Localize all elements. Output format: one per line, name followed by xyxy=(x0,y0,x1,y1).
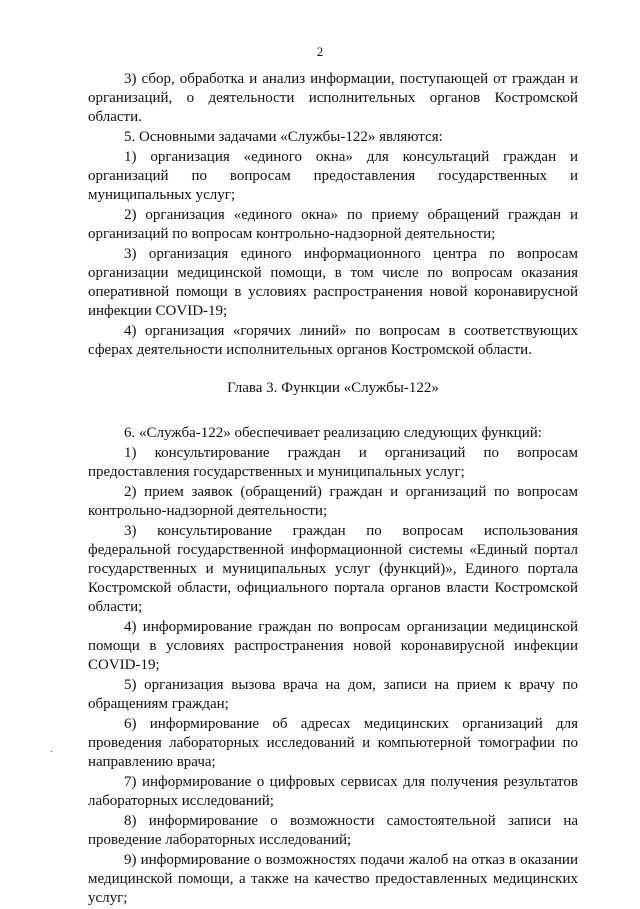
paragraph: 6) информирование об адресах медицинских организаций для проведения лабораторных исследований и компьютерной томографии по направлению врача; xyxy=(88,716,578,770)
paragraph: 2) прием заявок (обращений) граждан и организаций по вопросам контрольно-надзорной деятельности; xyxy=(88,484,578,519)
scan-speck: · xyxy=(50,747,54,758)
document-body xyxy=(88,70,578,909)
paragraph: 1) организация «единого окна» для консультаций граждан и организаций по вопросам предоставления государственных и муниципальных услуг; xyxy=(88,149,578,203)
paragraph: 5) организация вызова врача на дом, записи на прием к врачу по обращениям граждан; xyxy=(88,677,578,712)
paragraph: 3) организация единого информационного центра по вопросам организации медицинской помощи, в том числе по вопросам оказания оперативной помощи в условиях распространения новой коронавирусной инфекции COVID-19; xyxy=(88,246,578,319)
paragraph: 3) консультирование граждан по вопросам использования федеральной государственной информационной системы «Единый портал государственных и муниципальных услуг (функций)», Единого портала Костромской области, официального портала органов власти Костромской области; xyxy=(88,523,578,615)
paragraph: 4) организация «горячих линий» по вопросам в соответствующих сферах деятельности исполнительных органов Костромской области. xyxy=(88,323,578,358)
paragraph: 4) информирование граждан по вопросам организации медицинской помощи в условиях распространения новой коронавирусной инфекции COVID-19; xyxy=(88,619,578,673)
paragraph: 1) консультирование граждан и организаций по вопросам предоставления государственных и муниципальных услуг; xyxy=(88,445,578,480)
paragraph: 2) организация «единого окна» по приему обращений граждан и организаций по вопросам контрольно-надзорной деятельности; xyxy=(88,207,578,242)
paragraph: 5. Основными задачами «Службы-122» являются: xyxy=(124,129,443,145)
paragraph: 3) сбор, обработка и анализ информации, поступающей от граждан и организаций, о деятельности исполнительных органов Костромской области. xyxy=(88,71,578,125)
chapter-title: Глава 3. Функции «Службы-122» xyxy=(227,380,439,396)
paragraph: 6. «Служба-122» обеспечивает реализацию следующих функций: xyxy=(124,425,542,441)
page-number: 2 xyxy=(316,44,324,59)
paragraph: 8) информирование о возможности самостоятельной записи на проведение лабораторных исследований; xyxy=(88,813,578,848)
paragraph: 7) информирование о цифровых сервисах для получения результатов лабораторных исследований; xyxy=(88,774,578,809)
paragraph: 9) информирование о возможностях подачи жалоб на отказ в оказании медицинской помощи, а также на качество предоставленных медицинских услуг; xyxy=(88,852,578,906)
